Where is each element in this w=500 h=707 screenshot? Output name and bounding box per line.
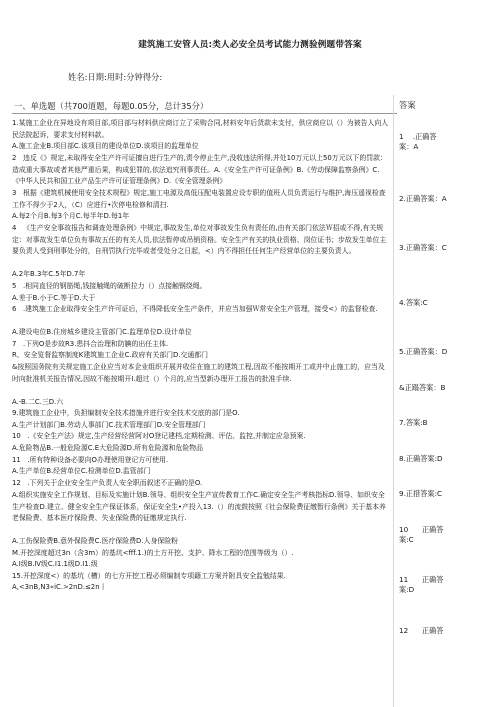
section-heading: 一、单选题（共700道题，每题0.05分，总计35分） bbox=[14, 101, 209, 111]
question-9: 9.建筑施工企业中，负担编制安全技术措施并进行安全技术交底的部门是O. bbox=[12, 409, 240, 417]
question-14-options: A.I级B.Ⅳ级C.I1.1级D.I1.级 bbox=[12, 560, 98, 568]
question-6: 6 .建筑施工企业取得安全生产许可证后，不得降低安全生产条件，并应当加强Ｗ常安全生产管理，接受<）的监督检查. bbox=[12, 305, 378, 313]
answer-8: 8.正确答案:D bbox=[399, 454, 443, 463]
answer-4: 4.答案:C bbox=[399, 298, 428, 307]
answer-column-title: 答案 bbox=[399, 100, 416, 110]
document-title: 建筑施工安管人员:类人必安全员考试能力测验例题带答案 bbox=[138, 40, 362, 50]
answer-9: 9.正措答案:C bbox=[399, 489, 443, 498]
question-10-options: A.危险物品B.一般危险源C.E大危险源D.所有危险源和危险物品 bbox=[12, 444, 204, 452]
section-divider bbox=[12, 113, 397, 114]
question-8-options: A.-B.二C.三D.六 bbox=[12, 398, 64, 406]
question-15-options: A,<3nB,N3«iC.>2nD.≤2n丨 bbox=[12, 583, 107, 591]
answer-2: 2.正确答案：A bbox=[399, 194, 447, 203]
question-4: 4 《生产安全事故报告和调查处理条例》中规定,事故发生,单位对事故发生负有责任的,由有关部门依法Ｗ招或不得,有关规定：对事故发生单位负有事故五任的有关人员,依法暂停或吊销资格。安全生产有关的执业资格、岗位证书；步故发生单位主要负责人受到刑事处分的，自刑罚执行完毕或者受处分之日起，<）内不得担任任何生产经营单位的主要负责人。 bbox=[12, 224, 387, 256]
question-8: &按照国务院有关规定施工企业应当对本企业组织开展并收住在施工的建筑工程,因故不能按期开工或并中止施工的，应当及时向批准机关报告情况,因故不能按期开I.超过（）个月的,应当型新办理开工报告的批准手续. bbox=[12, 363, 385, 383]
question-5-options: A.差于B.小于C.等于D.大于 bbox=[12, 294, 96, 302]
question-14: M.开挖深度超过3n（含3m）的基坑<fff.1.)的土方开挖、支护、降水工程的范围等级为（）. bbox=[12, 549, 294, 557]
question-1-options: A.施工企业B.项目部C.该项目的建设单位D.该项目的监理单位 bbox=[12, 142, 199, 150]
question-2: 2 违反《》规定,未取得安全生产许可证擅自进行生产的,责令停止生产,没收违法所得,并处10万元以上50万元以下的罚款：造成重大事故或者其他严重后果，构成犯罪的,依法追究刑事责任。A.《安全生产许可证条例》B.《劳动保障监察条例》C.《中华人民共和国工业产品生产许可证管理条例》D.《安全管理条例》 bbox=[12, 154, 387, 186]
question-12-options: A.组织实施安全工作规划、目标及实施计划B.领导、组织安全生产宣传教育工作C.确定安全生产考核指标D.领导、如织安全生产检查D.建立、健全安全生产保证体系，保证安全生•产投入13.（）的流鼓按照《社会保险费征缴暂行条例》关于基本养老保险费、基本医疗保险费、失业保险费的征缴规定执行. bbox=[12, 491, 386, 523]
answer-11: 11 正确答 案:D bbox=[399, 575, 444, 594]
question-9-options: A.生产计划部门B.劳动人事部门C.技术管理部门D.安全管理部门 bbox=[12, 421, 206, 429]
answer-7: 7.答案:B bbox=[399, 418, 428, 427]
question-6-options: A.建设电位B.住房城乡建设主管部门C.监理单位D.设计单位 bbox=[12, 328, 192, 336]
question-13-options: A.工伤保险费B.意外保险费C.医疗保险费D.人身保险粉 bbox=[12, 537, 179, 545]
question-11-options: A.生产单位B.经营单位C.检测单位D.监管部门 bbox=[12, 467, 151, 475]
question-1: 1.某施工企业在异地设有项目部,项目部与材料供应商订立了采购合同,材料安年后货款未支付，供应商应以（）为被告人向人民法院起诉，要求支付材料款。 bbox=[12, 119, 389, 139]
answer-3: 3.正确答案：C bbox=[399, 243, 447, 252]
answer-5: 5.正确答案：D bbox=[399, 347, 448, 356]
answer-10: 10 正确答 案:C bbox=[399, 525, 444, 544]
answer-1: 1 .正确答 案：A bbox=[399, 132, 437, 151]
question-10: 10 .《安全生产法》规定,生产经营经营阿对O登记建档,定期检测、评估、监控,并制定应急预案. bbox=[12, 432, 306, 440]
answer-column-divider bbox=[393, 95, 394, 707]
question-5: 5 .相同直径的钢筋绳,钱接触绳的破断拉力（）点接触钢绕绳。 bbox=[12, 282, 207, 290]
question-7-options: R、安全览督监察制度K建筑施工企业C.政府有关部门D.交通都门 bbox=[12, 351, 209, 359]
question-3-options: A.每2个月B.每3个月C.每半年D.每1年 bbox=[12, 212, 130, 220]
question-7: 7 .下列O是步故R3.患抖合治理和防腆的出任主体. bbox=[12, 340, 169, 348]
question-4-options: A.2年B.3年C.5年D.7年 bbox=[12, 270, 86, 278]
answer-12: 12 正确答 bbox=[399, 626, 444, 635]
question-12: 12 .下列关于企业安全生产负责人安全职而叙述不正确的是O. bbox=[12, 479, 203, 487]
question-3: 3 根据《建筑机械使用安全技术规程》规定,施工电源及高低压配电装置应设专职的值班人员负责运行与维护,海压遥视检查工作不得少于2人，（C）应进行•次停电检修和清扫. bbox=[12, 189, 386, 209]
question-11: 11 .所有特种设备必要向O办理使用登记方可使用. bbox=[12, 456, 169, 464]
student-info-line: 姓名:日期:用时:分钟得分: bbox=[68, 72, 163, 82]
answer-6: &正蹋答案：B bbox=[399, 383, 446, 392]
question-15: 15.开挖深度<）的基坑（槽）的七方开挖工程必须编制专项籍工方案并附具安全监勉结果. bbox=[12, 572, 286, 580]
